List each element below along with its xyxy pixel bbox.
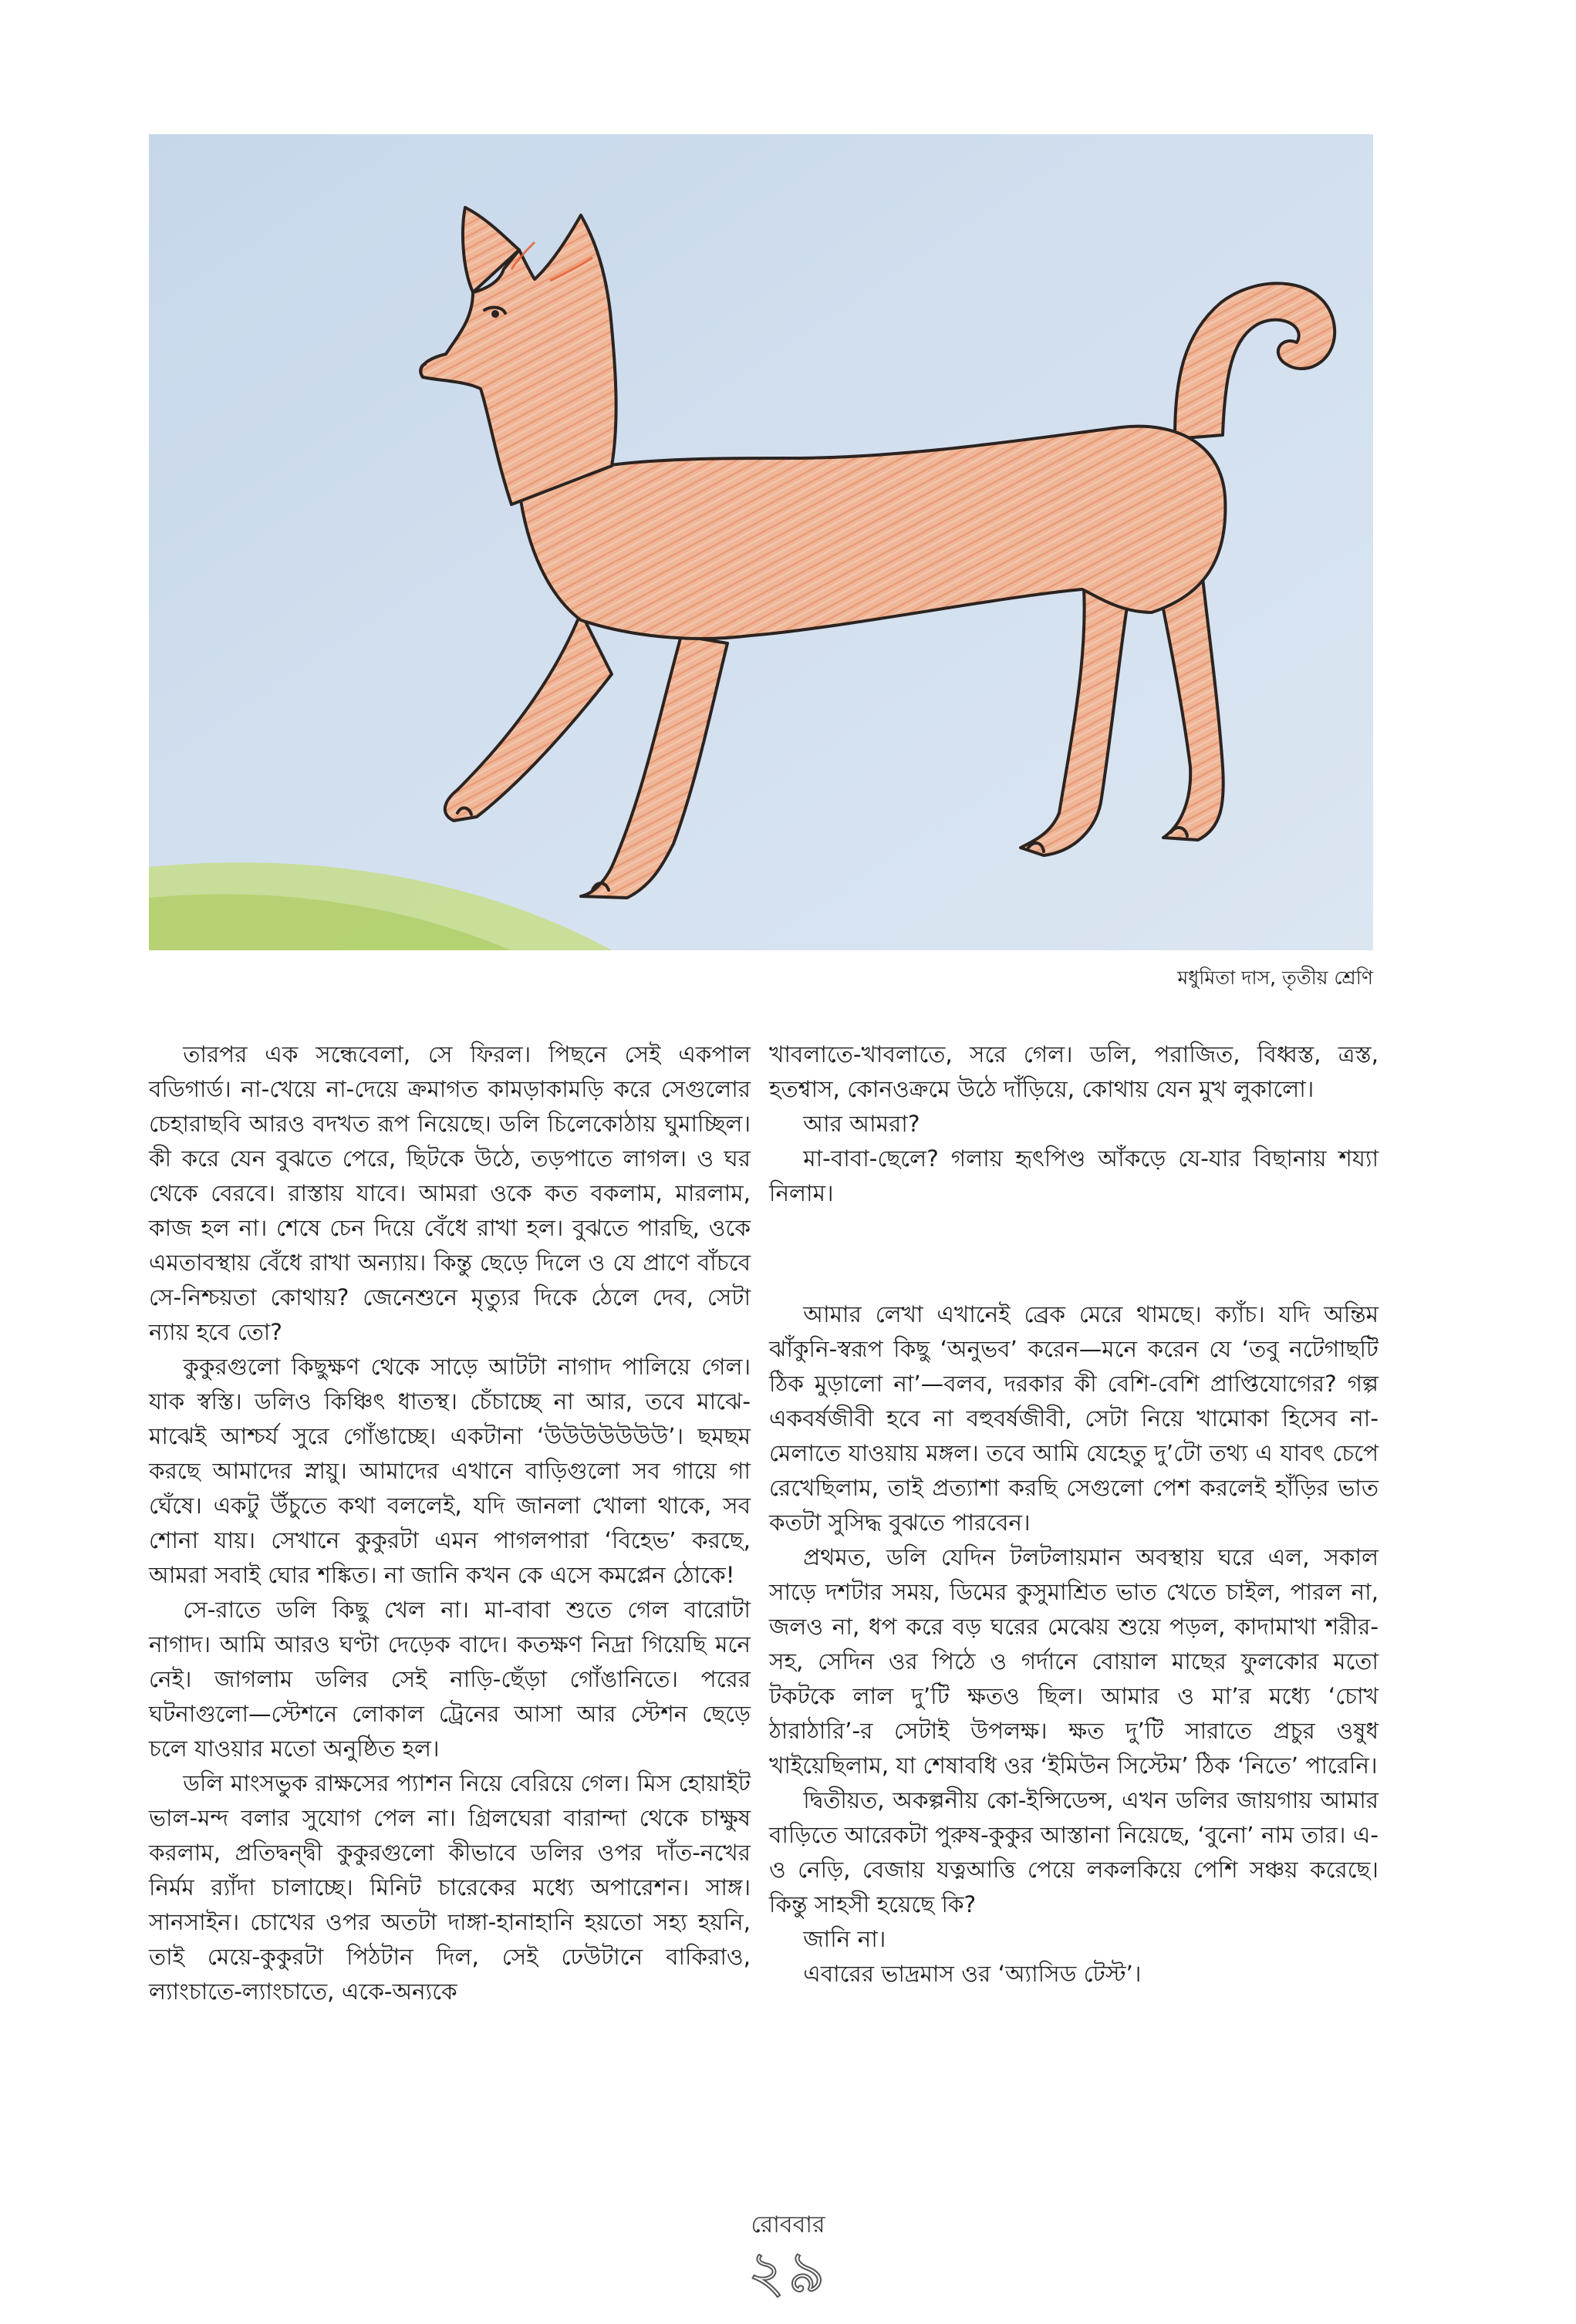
paragraph: সে-রাতে ডলি কিছু খেল না। মা-বাবা শুতে গেল বারোটা নাগাদ। আমি আরও ঘণ্টা দেড়েক বাদে। কতক্ষণ নিদ্রা গিয়েছি মনে নেই। জাগলাম ডলির সেই নাড়ি-ছেঁড়া গোঁঙানিতে। পরের ঘটনাগুলো—স্টেশনে লোকাল ট্রেনের আসা আর স্টেশন ছেড়ে চলে যাওয়ার মতো অনুষ্ঠিত হল। — [149, 1597, 751, 1762]
paragraph: খাবলাতে-খাবলাতে, সরে গেল। ডলি, পরাজিত, বিধ্বস্ত, ত্রস্ত, হতশ্বাস, কোনওক্রমে উঠে দাঁড়িয়ে, কোথায় যেন মুখ লুকালো। — [769, 1041, 1379, 1102]
paragraph: কুকুরগুলো কিছুক্ষণ থেকে সাড়ে আটটা নাগাদ পালিয়ে গেল। যাক স্বস্তি। ডলিও কিঞ্চিৎ ধাতস্থ। চেঁচাচ্ছে না আর, তবে মাঝে-মাঝেই আশ্চর্য সুরে গোঁঙাচ্ছে। একটানা ‘উউউউউউউ’। ছমছম করছে আমাদের স্নায়ু। আমাদের এখানে বাড়িগুলো সব গায়ে গা ঘেঁষে। একটু উঁচুতে কথা বললেই, যদি জানলা খোলা থাকে, সব শোনা যায়। সেখানে কুকুরটা এমন পাগলপারা ‘বিহেভ’ করছে, আমরা সবাই ঘোর শঙ্কিত। না জানি কখন কে এসে কমপ্লেন ঠোকে! — [149, 1354, 751, 1588]
paragraph: তারপর এক সন্ধেবেলা, সে ফিরল। পিছনে সেই একপাল বডিগার্ড। না-খেয়ে না-দেয়ে ক্রমাগত কামড়াকামড়ি করে সেগুলোর চেহারাছবি আরও বদখত রূপ নিয়েছে। ডলি চিলেকোঠায় ঘুমাচ্ছিল। কী করে যেন বুঝতে পেরে, ছিটকে উঠে, তড়পাতে লাগল। ও ঘর থেকে বেরবে। রাস্তায় যাবে। আমরা ওকে কত বকলাম, মারলাম, কাজ হল না। শেষে চেন দিয়ে বেঁধে রাখা হল। বুঝতে পারছি, ওকে এমতাবস্থায় বেঁধে রাখা অন্যায়। কিন্তু ছেড়ে দিলে ও যে প্রাণে বাঁচবে সে-নিশ্চয়তা কোথায়? জেনেশুনে মৃত্যুর দিকে ঠেলে দেব, সেটা ন্যায় হবে তো? — [149, 1041, 751, 1345]
section-break — [769, 1211, 1379, 1297]
paragraph: জানি না। — [803, 1926, 886, 1952]
dog-illustration — [149, 134, 1373, 950]
illustration-caption: মধুমিতা দাস, তৃতীয় শ্রেণি — [1177, 966, 1373, 989]
paragraph: দ্বিতীয়ত, অকল্পনীয় কো-ইন্সিডেন্স, এখন ডলির জায়গায় আমার বাড়িতে আরেকটা পুরুষ-কুকুর আস্তানা নিয়েছে, ‘বুনো’ নাম তার। এ-ও নেড়ি, বেজায় যত্নআত্তি পেয়ে লকলকিয়ে পেশি সঞ্চয় করেছে। কিন্তু সাহসী হয়েছে কি? — [769, 1787, 1379, 1918]
paragraph: আর আমরা? — [803, 1111, 920, 1137]
paragraph: প্রথমত, ডলি যেদিন টলটলায়মান অবস্থায় ঘরে এল, সকাল সাড়ে দশটার সময়, ডিমের কুসুমাশ্রিত ভাত খেতে চাইল, পারল না, জলও না, ধপ করে বড় ঘরের মেঝেয় শুয়ে পড়ল, কাদামাখা শরীর-সহ, সেদিন ওর পিঠে ও গর্দানে বোয়াল মাছের ফুলকোর মতো টকটকে লাল দু’টি ক্ষতও ছিল। আমার ও মা’র মধ্যে ‘চোখ ঠারাঠারি’-র সেটাই উপলক্ষ। ক্ষত দু’টি সারাতে প্রচুর ওষুধ খাইয়েছিলাম, যা শেষাবধি ওর ‘ইমিউন সিস্টেম’ ঠিক ‘নিতে’ পারেনি। — [769, 1544, 1379, 1779]
paragraph: ডলি মাংসভুক রাক্ষসের প্যাশন নিয়ে বেরিয়ে গেল। মিস হোয়াইট ভাল-মন্দ বলার সুযোগ পেল না। গ্রিলঘেরা বারান্দা থেকে চাক্ষুষ করলাম, প্রতিদ্বন্দ্বী কুকুরগুলো কীভাবে ডলির ওপর দাঁত-নখের নির্মম র‍্যাঁদা চালাচ্ছে। মিনিট চারেকের মধ্যে অপারেশন। সাঙ্গ। সানসাইন। চোখের ওপর অতটা দাঙ্গা-হানাহানি হয়তো সহ্য হয়নি, তাই মেয়ে-কুকুরটা পিঠটান দিল, সেই ঢেউটানে বাকিরাও, ল্যাংচাতে-ল্যাংচাতে, একে-অন্যকে — [149, 1770, 751, 2005]
paragraph: এবারের ভাদ্রমাস ওর ‘অ্যাসিড টেস্ট’। — [803, 1961, 1142, 1987]
article-right-column — [769, 1037, 1379, 1992]
paragraph: আমার লেখা এখানেই ব্রেক মেরে থামছে। ক্যাঁচ। যদি অন্তিম ঝাঁকুনি-স্বরূপ কিছু ‘অনুভব’ করেন—মনে করেন যে ‘তবু নটেগাছটি ঠিক মুড়ালো না’—বলব, দরকার কী বেশি-বেশি প্রাপ্তিযোগের? গল্প একবর্ষজীবী হবে না বহুবর্ষজীবী, সেটা নিয়ে খামোকা হিসেব না-মেলাতে যাওয়ায় মঙ্গল। তবে আমি যেহেতু দু’টো তথ্য এ যাবৎ চেপে রেখেছিলাম, তাই প্রত্যাশা করছি সেগুলো পেশ করলেই হাঁড়ির ভাত কতটা সুসিদ্ধ বুঝতে পারবেন। — [769, 1301, 1379, 1536]
article-left-column — [149, 1037, 751, 2009]
magazine-name: রোববার — [751, 2211, 825, 2238]
page-number: ২৯ — [748, 2239, 828, 2305]
paragraph: মা-বাবা-ছেলে? গলায় হৃৎপিণ্ড আঁকড়ে যে-যার বিছানায় শয্যা নিলাম। — [769, 1145, 1379, 1206]
